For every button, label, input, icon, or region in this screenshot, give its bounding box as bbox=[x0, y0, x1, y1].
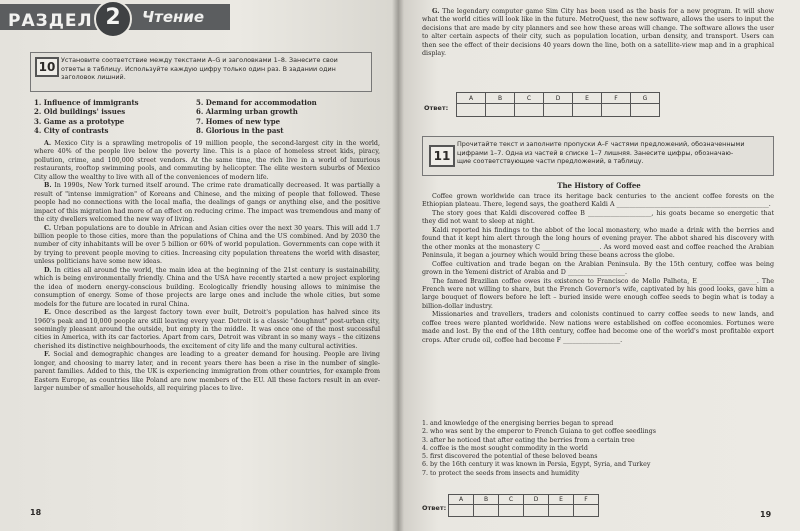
answer-letter: F bbox=[574, 495, 599, 505]
answer-cell[interactable] bbox=[631, 104, 660, 117]
task-instruction bbox=[457, 140, 769, 166]
answer-cell[interactable] bbox=[499, 505, 524, 517]
texts-a-f bbox=[34, 140, 380, 394]
option-item: 2. who was sent by the emperor to French Guiana to get coffee seedlings bbox=[422, 428, 656, 436]
instruction-line: ответы в таблицу. Используйте каждую цифру только один раз. В задании один bbox=[61, 64, 336, 73]
answer-letter: B bbox=[474, 495, 499, 505]
paragraph-label: F. bbox=[44, 351, 51, 359]
task-instruction bbox=[61, 56, 367, 82]
answer-cell[interactable] bbox=[574, 505, 599, 517]
task-11-box bbox=[422, 136, 774, 176]
heading-item: 4. City of contrasts bbox=[34, 125, 109, 135]
option-item: 5. first discovered the potential of these beloved beans bbox=[422, 453, 598, 461]
heading-item: 5. Demand for accommodation bbox=[196, 98, 317, 107]
answer-letter: A bbox=[449, 495, 474, 505]
task-number: 11 bbox=[429, 145, 455, 167]
answer-label: Ответ: bbox=[422, 504, 447, 512]
instruction-line: Установите соответствие между текстами A–G и заголовками 1–8. Занесите свои bbox=[61, 56, 338, 64]
answer-letter: C bbox=[515, 93, 544, 104]
instruction-line: щие соответствующие части предложений, в таблицу. bbox=[457, 157, 644, 166]
paragraph-d bbox=[34, 267, 380, 309]
page-number: 19 bbox=[760, 510, 772, 519]
left-page bbox=[0, 0, 398, 531]
paragraph-c bbox=[34, 225, 380, 267]
paragraph-label: B. bbox=[44, 182, 52, 190]
text-title: The History of Coffee bbox=[557, 181, 641, 190]
heading-item: 2. Old buildings' issues bbox=[34, 107, 126, 117]
paragraph-label: G. bbox=[432, 8, 440, 15]
paragraph-a bbox=[34, 140, 380, 182]
heading-item: 8. Glorious in the past bbox=[196, 125, 284, 135]
answer-letter: E bbox=[573, 93, 602, 104]
paragraph-label: E. bbox=[44, 309, 52, 317]
coffee-paragraph: Coffee grown worldwide can trace its heritage back centuries to the ancient coffee forests on the Ethiopian plateau. There, legend says, the goatherd Kaldi A ________________________________________________. bbox=[422, 193, 774, 209]
option-item: 4. coffee is the most sought commodity in the world bbox=[422, 444, 588, 452]
answer-cell[interactable] bbox=[524, 505, 549, 517]
section-header bbox=[0, 0, 398, 36]
heading-item: 1. Influence of immigrants bbox=[34, 98, 139, 107]
paragraph-text: Urban populations are to double in African and Asian cities over the next 30 years. This will add 1.7 billion people to those cities, more than the populations of China and the US combined. And by 2030 the number of city inhabitants will be over 5 billion or 60% of world population. Governments can cope with it by trying to prevent people moving to cities. Increasing city population threatens the world with disaster, unless politicians have some new ideas. bbox=[34, 224, 380, 266]
option-item: 1. and knowledge of the energising berries began to spread bbox=[422, 420, 614, 427]
answer-letter: C bbox=[499, 495, 524, 505]
answer-letter: E bbox=[549, 495, 574, 505]
coffee-paragraph: The story goes that Kaldi discovered coffee B ____________________, his goats became so energetic that they did not want to sleep at night. bbox=[422, 209, 774, 226]
instruction-line: заголовок лишний. bbox=[61, 73, 126, 82]
answer-cell[interactable] bbox=[449, 505, 474, 517]
task-10-box bbox=[30, 52, 372, 92]
answer-cell[interactable] bbox=[457, 104, 486, 117]
answer-cell[interactable] bbox=[573, 104, 602, 117]
paragraph-text: In 1990s, New York turned itself around. The crime rate dramatically decreased. It was partially a result of "intense immigration" of Koreans and Chinese, and the mixing of people that followed. These people had no connections with the local mafia, the dealings of gangs or anything else, and the positive impact of this migration had more of an effect on reducing crime. The impact was tremendous and many of the city dwellers welcomed the new way of living. bbox=[34, 182, 380, 224]
answer-cell[interactable] bbox=[602, 104, 631, 117]
coffee-paragraph: Kaldi reported his findings to the abbot of the local monastery, who made a drink with the berries and found that it kept him alert through the long hours of evening prayer. The abbot shared his discovery with the other monks at the monastery C __________________. As word moved east and coffee reached the Arabian Peninsula, it began a journey which would bring these beans across the globe. bbox=[422, 226, 774, 260]
paragraph-text: In cities all around the world, the main idea at the beginning of the 21st century is sustainability, which is being environmentally friendly. China and the USA have recently started a new project exploring the idea of modern energy-conscious building. Ecologically friendly housing allows to minimise the consumption of energy. Some of those projects are large ones and include the whole cities, but some models for the future are located in rural China. bbox=[34, 266, 380, 308]
answer-cell[interactable] bbox=[544, 104, 573, 117]
answer-table-2 bbox=[448, 494, 599, 517]
answer-cell[interactable] bbox=[474, 505, 499, 517]
paragraph-label: D. bbox=[44, 266, 52, 274]
coffee-text bbox=[422, 193, 774, 345]
answer-letter: G bbox=[631, 93, 660, 104]
answer-letter: D bbox=[524, 495, 549, 505]
paragraph-text: Social and demographic changes are leading to a greater demand for housing. People are living longer, and choosing to marry later, and in recent years there has been a rise in the number of single-parent families. Added to this, the UK is experiencing immigration from other countries, for example from Eastern Europe, as countries like Poland are now members of the EU. All these factors result in an ever-larger number of smaller households, all requiring places to live. bbox=[34, 351, 380, 393]
instruction-line: Прочитайте текст и заполните пропуски A–F частями предложений, обозначенными bbox=[457, 140, 745, 148]
paragraph-text: The legendary computer game Sim City has been used as the basis for a new program. It will show what the world cities will look like in the future. MetroQuest, the new software, allows the users to input the decisions that are made by city planners and see how these areas will change. The software allows the user to alter certain aspects of their city, such as population location, urban density, and transport. Users can then see the effect of their decisions 40 years down the line, both on a satellite-view map and in a graphical display. bbox=[422, 8, 774, 58]
paragraph-f bbox=[34, 351, 380, 393]
section-label: РАЗДЕЛ bbox=[8, 11, 93, 31]
answer-cell[interactable] bbox=[486, 104, 515, 117]
page-number: 18 bbox=[30, 508, 42, 517]
answer-letter: F bbox=[602, 93, 631, 104]
headings-column-1 bbox=[34, 98, 194, 135]
answer-label: Ответ: bbox=[424, 104, 449, 112]
paragraph-e bbox=[34, 309, 380, 351]
paragraph-b bbox=[34, 182, 380, 224]
heading-item: 6. Alarming urban growth bbox=[196, 107, 298, 117]
headings-column-2 bbox=[196, 98, 376, 135]
section-title: Чтение bbox=[142, 8, 205, 26]
coffee-paragraph: Missionaries and travellers, traders and colonists continued to carry coffee seeds to new lands, and coffee trees were planted worldwide. New nations were established on coffee economies. Fortunes were made and lost. By the end of the 18th century, coffee had become one of the world's most profitable export crops. After crude oil, coffee had become F __________________. bbox=[422, 311, 774, 344]
task-number: 10 bbox=[35, 57, 59, 77]
section-number-badge bbox=[94, 0, 132, 38]
paragraph-label: A. bbox=[44, 140, 52, 147]
option-item: 3. after he noticed that after eating the berries from a certain tree bbox=[422, 436, 635, 444]
coffee-paragraph: The famed Brazilian coffee owes its existence to Francisco de Mello Palheta, E __________________. The French were not willing to share, but the French Governor's wife, captivated by his good looks, gave him a large bouquet of flowers before he left – buried inside were enough coffee seeds to begin what is today a billion-dollar industry. bbox=[422, 277, 774, 310]
answer-cell[interactable] bbox=[515, 104, 544, 117]
paragraph-label: C. bbox=[44, 224, 52, 232]
options-list bbox=[422, 420, 774, 478]
answer-letter: A bbox=[457, 93, 486, 104]
coffee-paragraph: Coffee cultivation and trade began on the Arabian Peninsula. By the 15th century, coffee was being grown in the Yemeni district of Arabia and D __________________. bbox=[422, 260, 774, 277]
heading-item: 7. Homes of new type bbox=[196, 116, 281, 126]
answer-letter: B bbox=[486, 93, 515, 104]
option-item: 7. to protect the seeds from insects and humidity bbox=[422, 469, 580, 477]
option-item: 6. by the 16th century it was known in Persia, Egypt, Syria, and Turkey bbox=[422, 461, 651, 469]
paragraph-text: Once described as the largest factory town ever built, Detroit's population has halved since its 1960's peak and 10,000 people are still leaving every year. Detroit is a classic "doughnut" post-urban city, seemingly pleasant around the outside, but empty in the middle. It was once one of the most successful cities in America, with its car factories. Apart from cars, Detroit was vibrant in so many ways – the citizens cherished its distinctive neighbourhoods, the excitement of city life and the many cultural activities. bbox=[34, 309, 380, 350]
heading-item: 3. Game as a prototype bbox=[34, 116, 125, 126]
answer-cell[interactable] bbox=[549, 505, 574, 517]
section-number: 2 bbox=[105, 5, 121, 30]
answer-letter: D bbox=[544, 93, 573, 104]
text-g bbox=[422, 8, 774, 59]
answer-table-1 bbox=[456, 92, 660, 117]
instruction-line: цифрами 1–7. Одна из частей в списке 1–7 лишняя. Занесите цифры, обозначаю- bbox=[457, 148, 734, 157]
paragraph-g bbox=[422, 8, 774, 59]
right-page bbox=[398, 0, 800, 531]
book-gutter bbox=[392, 0, 404, 531]
paragraph-text: Mexico City is a sprawling metropolis of 19 million people, the second-largest city in the world, where 40% of the people live below the poverty line. This is a place of homeless street kids, piracy, pollution, crime, and 100,000 street vendors. At the same time, the rich live in a world of luxurious restaurants, rooftop swimming pools, and commuting by helicopter. The elite western suburbs of Mexico City allow the wealthy to live with all of the conveniences of modern life. bbox=[34, 140, 380, 181]
